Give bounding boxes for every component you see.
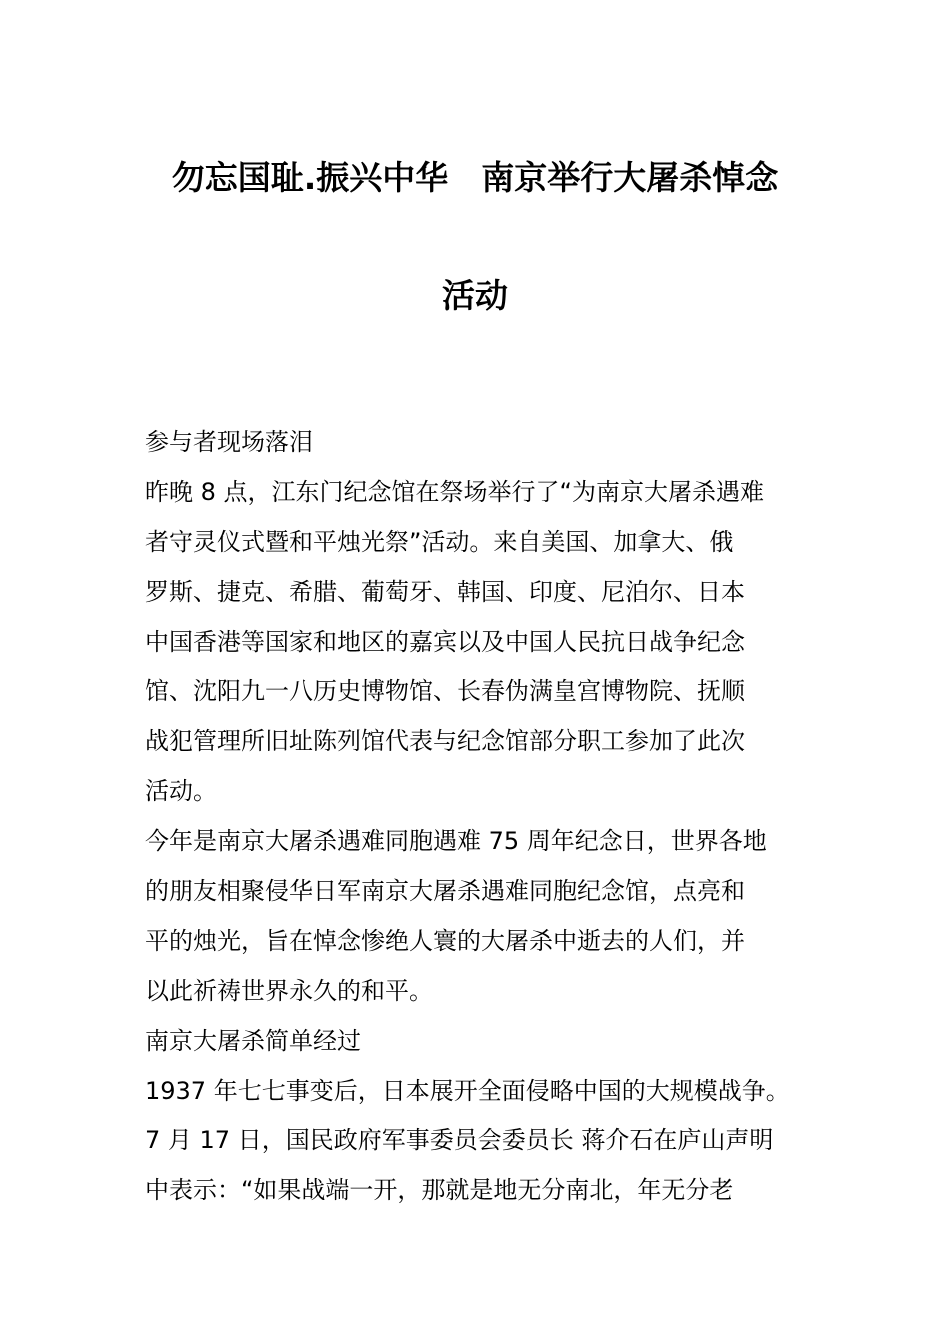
paragraph-line: 以此祈祷世界永久的和平。: [145, 976, 433, 1005]
paragraph-line: 今年是南京大屠杀遇难同胞遇难 75 周年纪念日，世界各地: [145, 827, 767, 856]
document-title-line-1: 勿忘国耻.振兴中华 南京举行大屠杀悼念: [171, 158, 779, 197]
section-heading-history: 南京大屠杀简单经过: [145, 1026, 361, 1055]
paragraph-line: 7 月 17 日，国民政府军事委员会委员长 蒋介石在庐山声明: [145, 1126, 774, 1155]
paragraph-line: 1937 年七七事变后，日本展开全面侵略中国的大规模战争。: [145, 1076, 790, 1105]
document-title-line-2: 活动: [442, 276, 508, 315]
paragraph-line: 中国香港等国家和地区的嘉宾以及中国人民抗日战争纪念: [145, 627, 745, 656]
document-body: [145, 418, 835, 1216]
paragraph-line: 战犯管理所旧址陈列馆代表与纪念馆部分职工参加了此次: [145, 727, 745, 756]
paragraph-line: 者守灵仪式暨和平烛光祭”活动。来自美国、加拿大、俄: [145, 527, 734, 556]
paragraph-line: 馆、沈阳九一八历史博物馆、长春伪满皇宫博物院、抚顺: [145, 677, 745, 706]
paragraph-line: 平的烛光，旨在悼念惨绝人寰的大屠杀中逝去的人们，并: [145, 926, 745, 955]
paragraph-line: 的朋友相聚侵华日军南京大屠杀遇难同胞纪念馆，点亮和: [145, 877, 745, 906]
paragraph-line: 昨晚 8 点，江东门纪念馆在祭场举行了“为南京大屠杀遇难: [145, 477, 764, 506]
paragraph-line: 罗斯、捷克、希腊、葡萄牙、韩国、印度、尼泊尔、日本: [145, 577, 745, 606]
paragraph-line: 中表示：“如果战端一开，那就是地无分南北，年无分老: [145, 1176, 734, 1205]
paragraph-line: 活动。: [145, 777, 217, 806]
section-heading-participants: 参与者现场落泪: [145, 428, 313, 456]
